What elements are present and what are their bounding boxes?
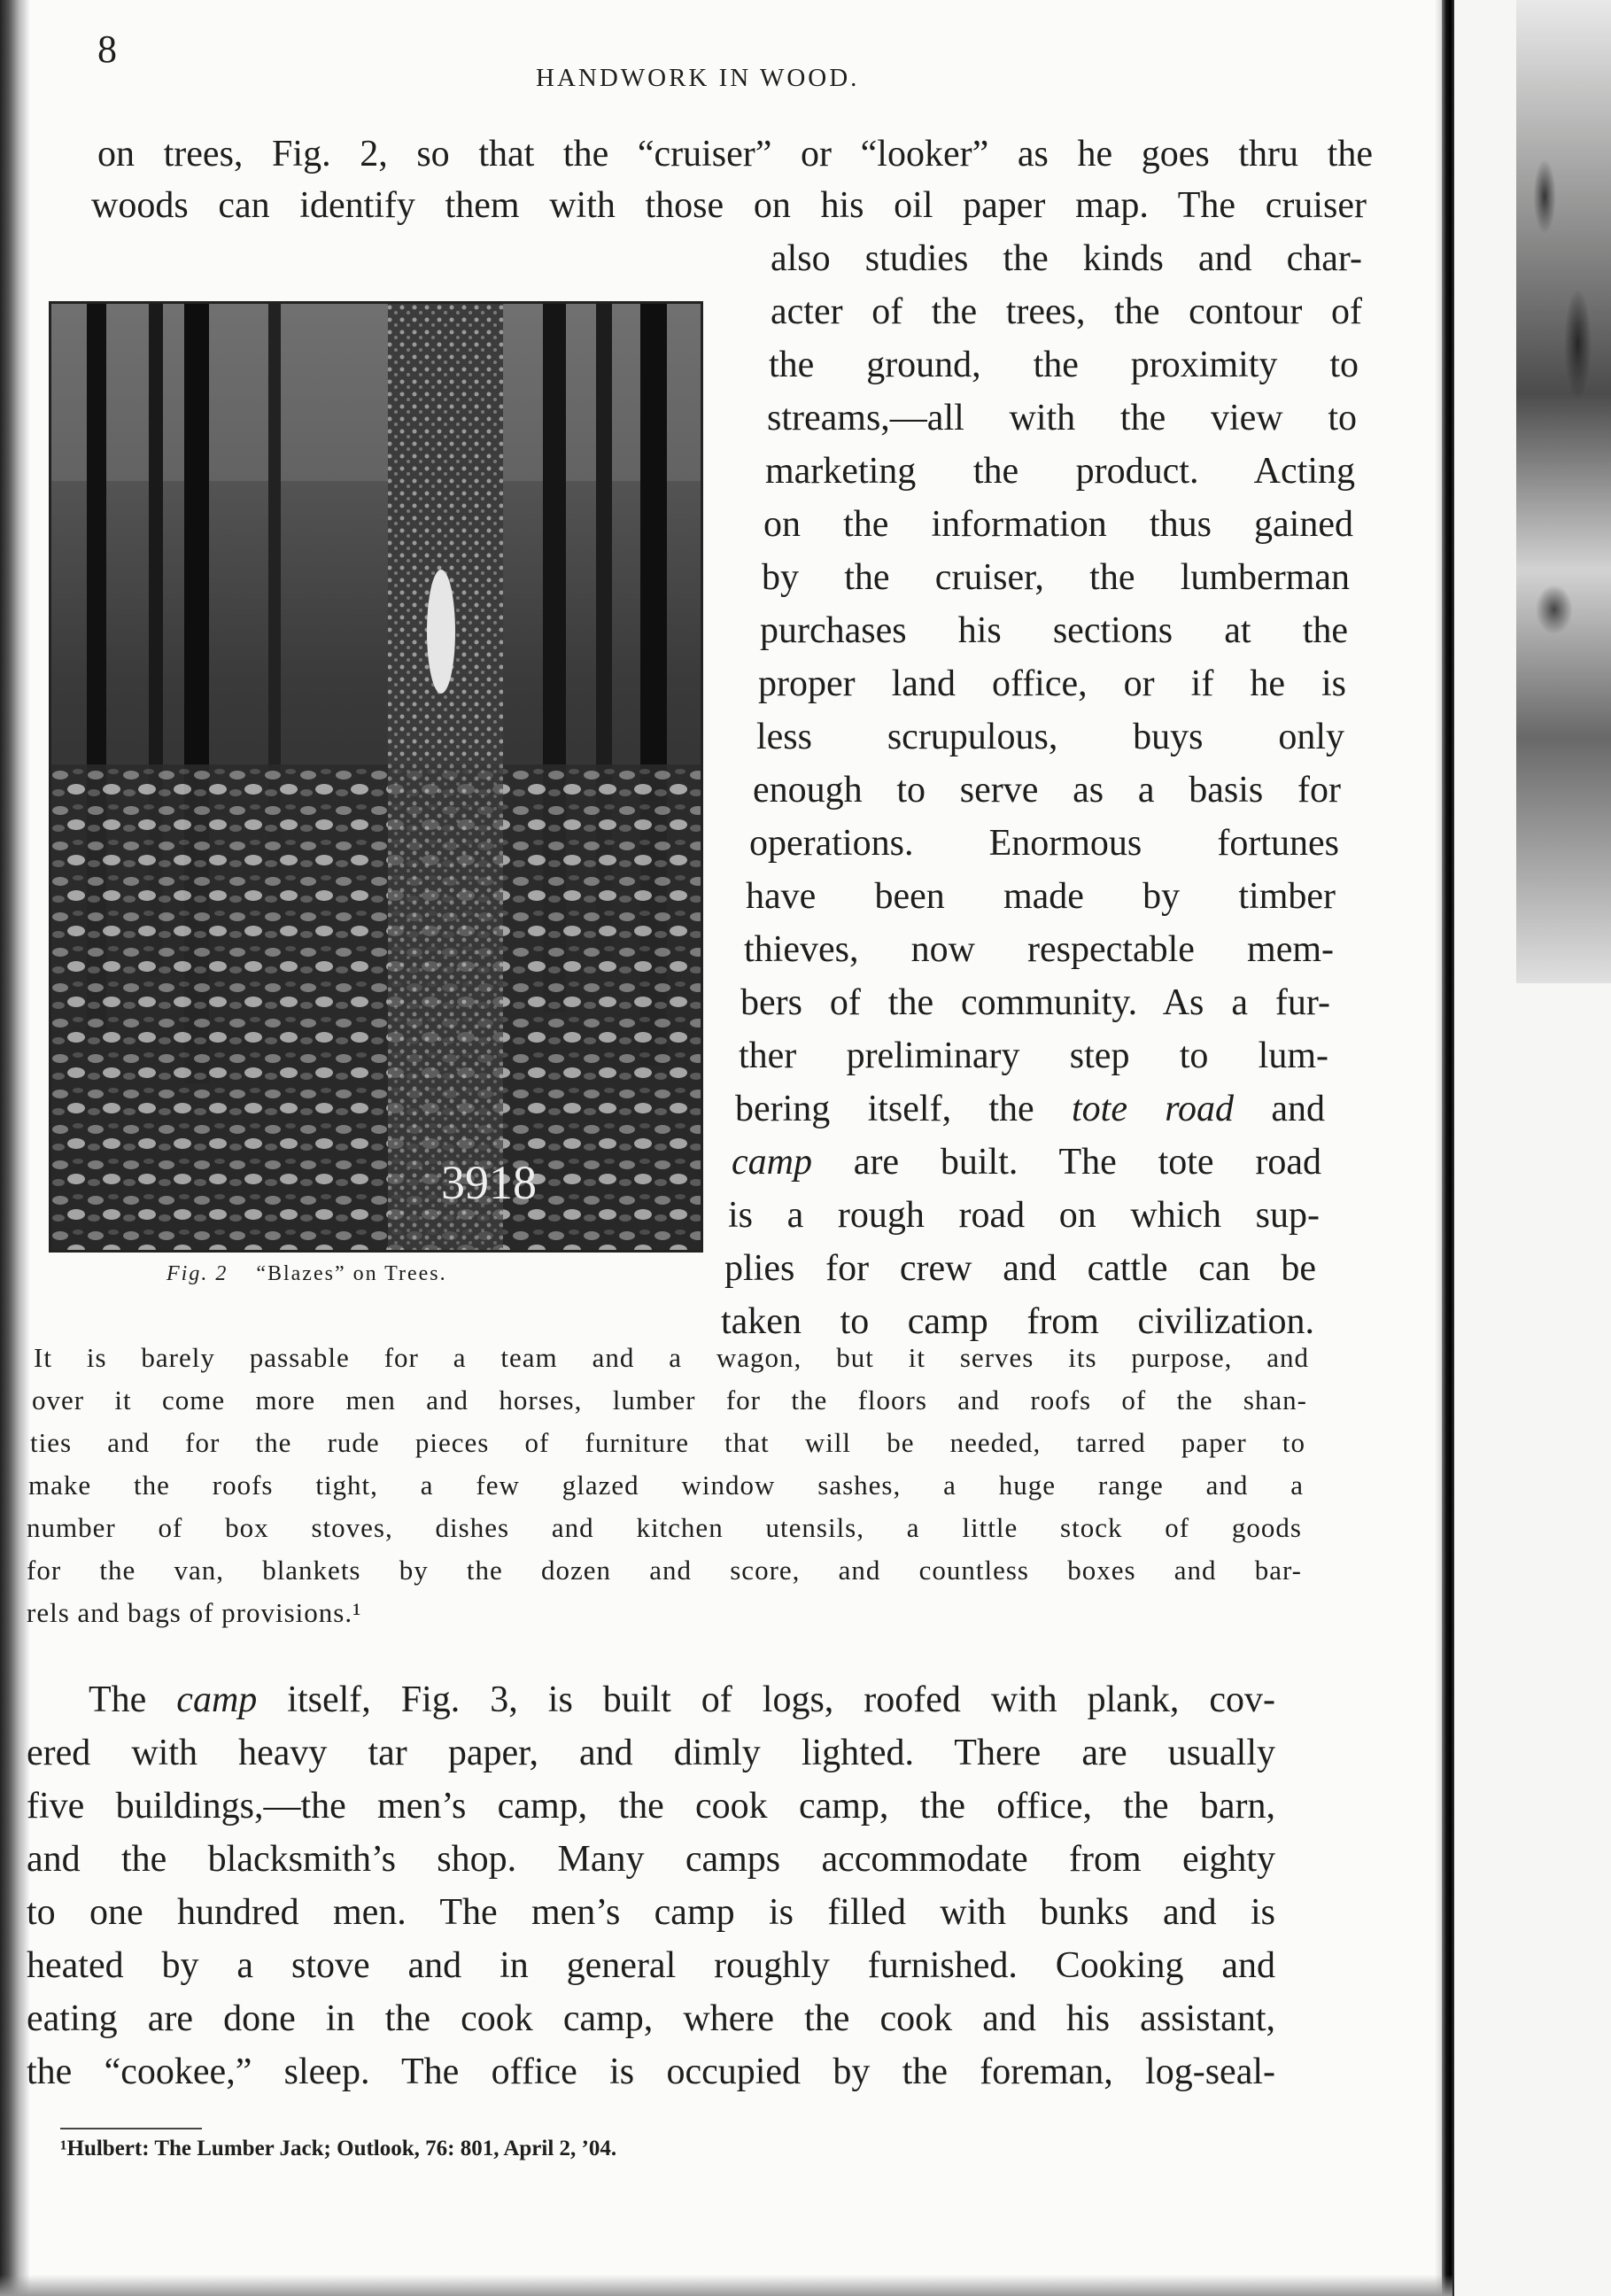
text-line: to one hundred men. The men’s camp is filled with bunks and is <box>27 1892 1275 1933</box>
small-text-line: for the van, blankets by the dozen and score, and countless boxes and bar- <box>27 1555 1302 1586</box>
text-line: enough to serve as a basis for <box>753 770 1341 811</box>
text-line <box>735 1088 1325 1130</box>
footnote: ¹Hulbert: The Lumber Jack; Outlook, 76: 801, April 2, ’04. <box>60 2137 617 2160</box>
text-line: proper land office, or if he is <box>758 663 1346 704</box>
text-line: acter of the trees, the contour of <box>771 291 1362 332</box>
text-line: streams,—all with the view to <box>767 398 1357 438</box>
text-line: eating are done in the cook camp, where the cook and his assistant, <box>27 1998 1275 2039</box>
text-span: itself, Fig. 3, is built of logs, roofed with plank, cov- <box>257 1679 1276 1720</box>
text-line: purchases his sections at the <box>760 610 1348 651</box>
text-line: marketing the product. Acting <box>765 451 1355 492</box>
text-line: and the blacksmith’s shop. Many camps accommodate from eighty <box>27 1839 1275 1880</box>
text-line: bers of the community. As a fur- <box>740 982 1330 1023</box>
text-line: also studies the kinds and char- <box>771 238 1362 279</box>
text-line: thieves, now respectable mem- <box>744 929 1334 970</box>
small-text-line: over it come more men and horses, lumber for the floors and roofs of the shan- <box>32 1385 1307 1416</box>
figure-blazes-on-trees <box>49 301 703 1253</box>
adjacent-page <box>1454 0 1611 2296</box>
text-span: bering itself, the <box>735 1089 1072 1129</box>
forest-photo <box>51 304 701 1250</box>
text-line <box>89 1679 1275 1721</box>
adjacent-page-photo <box>1516 0 1611 983</box>
italic-term: tote road <box>1071 1089 1235 1129</box>
text-line: the ground, the proximity to <box>769 345 1359 385</box>
text-span: and <box>1234 1089 1325 1129</box>
text-line: is a rough road on which sup- <box>728 1195 1320 1236</box>
small-text-line: It is barely passable for a team and a wagon, but it serves its purpose, and <box>34 1342 1309 1373</box>
page-edge <box>1435 0 1442 2296</box>
page-gutter-shadow <box>0 0 30 2296</box>
italic-term: camp <box>732 1142 812 1183</box>
text-line: on the information thus gained <box>763 504 1353 545</box>
text-line: on trees, Fig. 2, so that the “cruiser” or “looker” as he goes thru the <box>97 134 1373 175</box>
footnote-rule <box>60 2128 202 2129</box>
small-text-line: make the roofs tight, a few glazed window sashes, a huge range and a <box>28 1470 1304 1501</box>
text-line: operations. Enormous fortunes <box>749 823 1339 864</box>
text-span: are built. The tote road <box>811 1142 1321 1183</box>
text-line: have been made by timber <box>746 876 1336 917</box>
text-line: five buildings,—the men’s camp, the cook camp, the office, the barn, <box>27 1786 1275 1827</box>
small-text-line: number of box stoves, dishes and kitchen utensils, a little stock of goods <box>27 1512 1302 1543</box>
text-line: less scrupulous, buys only <box>756 717 1344 757</box>
text-line: heated by a stove and in general roughly furnished. Cooking and <box>27 1945 1275 1986</box>
book-spine <box>1442 0 1454 2296</box>
running-head: HANDWORK IN WOOD. <box>536 64 860 92</box>
figure-caption <box>167 1262 447 1286</box>
text-span: The <box>89 1679 177 1720</box>
text-line: the “cookee,” sleep. The office is occupied by the foreman, log-seal- <box>27 2052 1275 2092</box>
figure-caption-text: “Blazes” on Trees. <box>256 1262 447 1285</box>
text-line <box>732 1141 1321 1183</box>
bottom-shadow <box>0 2275 1452 2296</box>
text-line: ered with heavy tar paper, and dimly lighted. There are usually <box>27 1733 1275 1773</box>
text-line: plies for crew and cattle can be <box>724 1248 1316 1289</box>
italic-term: camp <box>176 1679 258 1720</box>
text-line: by the cruiser, the lumberman <box>762 557 1350 598</box>
page-number: 8 <box>97 27 117 71</box>
text-line: woods can identify them with those on his oil paper map. The cruiser <box>91 185 1367 226</box>
text-line: ther preliminary step to lum- <box>739 1036 1328 1076</box>
plate-number: 3918 <box>441 1156 537 1209</box>
figure-label: Fig. 2 <box>167 1262 228 1285</box>
text-line: taken to camp from civilization. <box>721 1301 1314 1342</box>
small-text-line: rels and bags of provisions.¹ <box>27 1597 362 1628</box>
small-text-line: ties and for the rude pieces of furniture that will be needed, tarred paper to <box>30 1427 1305 1458</box>
